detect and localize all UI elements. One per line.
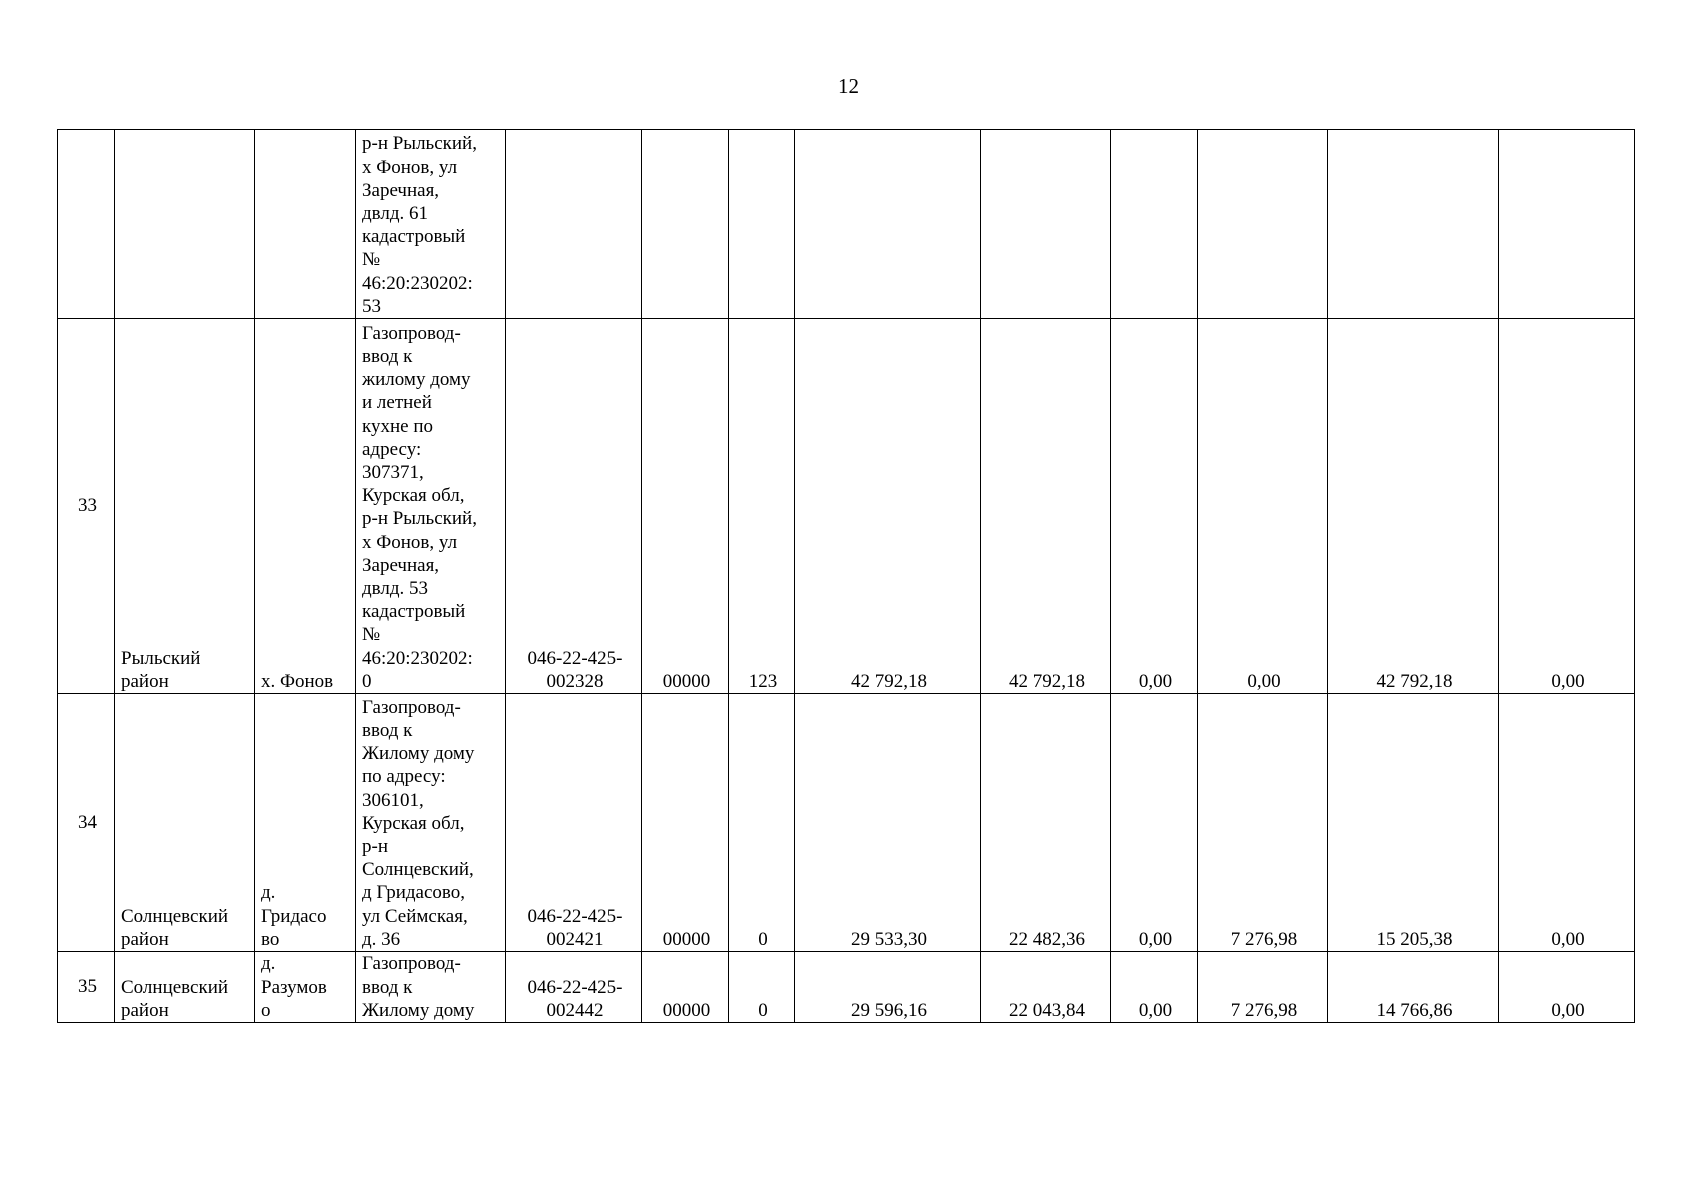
object-description-cell: Газопровод- ввод к жилому дому и летней кухне по адресу: 307371, Курская обл, р-н Рыльский, х Фонов, ул Заречная, двлд. 53 кадастровый № 46:20:230202: 0 <box>356 319 506 694</box>
value-cell-11: 7 276,98 <box>1198 952 1328 1023</box>
initial-cost-cell: 29 533,30 <box>795 694 981 952</box>
initial-cost-cell: 29 596,16 <box>795 952 981 1023</box>
table-row <box>58 694 1635 952</box>
code-cell: 00000 <box>642 952 729 1023</box>
value-cell-11: 0,00 <box>1198 319 1328 694</box>
object-description-cell: р-н Рыльский, х Фонов, ул Заречная, двлд. 61 кадастровый № 46:20:230202: 53 <box>356 130 506 319</box>
value-cell-12: 14 766,86 <box>1328 952 1499 1023</box>
length-cell <box>729 130 795 319</box>
district-cell: Солнцевский район <box>115 952 255 1023</box>
table-row <box>58 130 1635 319</box>
value-cell-11: 7 276,98 <box>1198 694 1328 952</box>
page-number: 12 <box>838 74 859 98</box>
value-cell-10: 0,00 <box>1111 694 1198 952</box>
row-number-cell <box>58 130 115 319</box>
residual-cost-cell: 22 482,36 <box>981 694 1111 952</box>
row-number-cell: 35 <box>58 952 115 1023</box>
value-cell-12 <box>1328 130 1499 319</box>
code-cell: 00000 <box>642 694 729 952</box>
value-cell-10: 0,00 <box>1111 319 1198 694</box>
settlement-cell: д. Разумов о <box>255 952 356 1023</box>
table-row <box>58 952 1635 1023</box>
inventory-number-cell: 046-22-425- 002328 <box>506 319 642 694</box>
settlement-cell: д. Гридасо во <box>255 694 356 952</box>
object-description-cell: Газопровод- ввод к Жилому дому <box>356 952 506 1023</box>
value-cell-13 <box>1499 130 1635 319</box>
code-cell: 00000 <box>642 319 729 694</box>
initial-cost-cell: 42 792,18 <box>795 319 981 694</box>
value-cell-10 <box>1111 130 1198 319</box>
value-cell-13: 0,00 <box>1499 952 1635 1023</box>
value-cell-11 <box>1198 130 1328 319</box>
residual-cost-cell <box>981 130 1111 319</box>
length-cell: 0 <box>729 952 795 1023</box>
object-description-cell: Газопровод- ввод к Жилому дому по адресу: 306101, Курская обл, р-н Солнцевский, д Гридасово, ул Сеймская, д. 36 <box>356 694 506 952</box>
district-cell: Солнцевский район <box>115 694 255 952</box>
row-number-cell: 34 <box>58 694 115 952</box>
district-cell: Рыльский район <box>115 319 255 694</box>
inventory-number-cell <box>506 130 642 319</box>
inventory-number-cell: 046-22-425- 002442 <box>506 952 642 1023</box>
length-cell: 123 <box>729 319 795 694</box>
value-cell-13: 0,00 <box>1499 319 1635 694</box>
value-cell-10: 0,00 <box>1111 952 1198 1023</box>
code-cell <box>642 130 729 319</box>
row-number-cell: 33 <box>58 319 115 694</box>
length-cell: 0 <box>729 694 795 952</box>
assets-table <box>57 129 1635 1023</box>
inventory-number-cell: 046-22-425- 002421 <box>506 694 642 952</box>
value-cell-12: 15 205,38 <box>1328 694 1499 952</box>
initial-cost-cell <box>795 130 981 319</box>
value-cell-13: 0,00 <box>1499 694 1635 952</box>
settlement-cell <box>255 130 356 319</box>
settlement-cell: х. Фонов <box>255 319 356 694</box>
district-cell <box>115 130 255 319</box>
residual-cost-cell: 42 792,18 <box>981 319 1111 694</box>
value-cell-12: 42 792,18 <box>1328 319 1499 694</box>
residual-cost-cell: 22 043,84 <box>981 952 1111 1023</box>
table-row <box>58 319 1635 694</box>
